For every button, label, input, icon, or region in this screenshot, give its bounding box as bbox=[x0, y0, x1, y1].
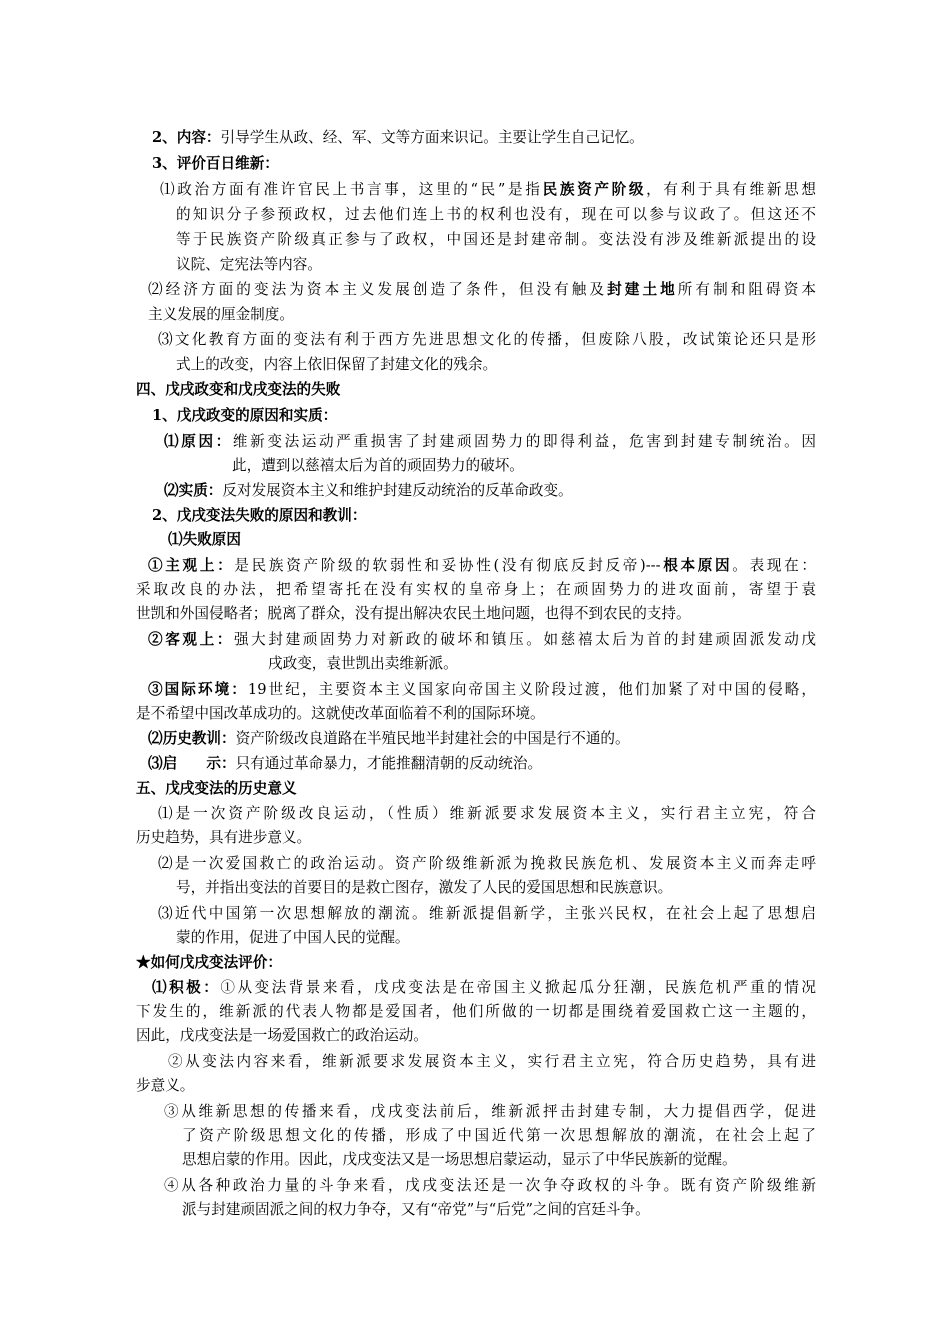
political-line-1: ⑴政治方面有准许官民上书言事，这里的“民”是指民族资产阶级，有利于具有维新思想 bbox=[160, 181, 816, 198]
international-label: ③国际环境： bbox=[148, 681, 248, 698]
bold-feudal-land: 封建土地 bbox=[607, 281, 678, 298]
coup-cause-line-2: 此，遭到以慈禧太后为首的顽固势力的破坏。 bbox=[232, 457, 524, 474]
coup-essence-line: ⑵实质：反对发展资本主义和维护封建反动统治的反革命政变。 bbox=[164, 482, 573, 499]
cultural-line-1: ⑶文化教育方面的变法有利于西方先进思想文化的传播，但废除八股，改试策论还只是形 bbox=[158, 331, 816, 348]
eval-1-line-1: ⑴积极：①从变法背景来看，戊戌变法是在帝国主义掀起瓜分狂潮，民族危机严重的情况 bbox=[152, 979, 816, 996]
eval-1-line-2: 下发生的，维新派的代表人物都是爱国者，他们所做的一切都是围绕着爱国救亡这一主题的， bbox=[136, 1003, 816, 1020]
meaning-2-line-1: ⑵是一次爱国救亡的政治运动。资产阶级维新派为挽救民族危机、发展资本主义而奔走呼 bbox=[158, 855, 816, 872]
lesson-line: ⑵历史教训：资产阶级改良道路在半殖民地半封建社会的中国是行不通的。 bbox=[148, 730, 630, 747]
objective-line-1: ②客观上：强大封建顽固势力对新政的破坏和镇压。如慈禧太后为首的封建顽固派发动戊 bbox=[148, 631, 816, 648]
eval-3-line-3: 思想启蒙的作用。因此，戊戌变法又是一场思想启蒙运动，显示了中华民族新的觉醒。 bbox=[182, 1151, 737, 1168]
section-5-heading: 五、戊戌变法的历史意义 bbox=[136, 780, 297, 797]
eval-4-line-1: ④从各种政治力量的斗争来看，戊戌变法还是一次争夺政权的斗争。既有资产阶级维新 bbox=[164, 1177, 816, 1194]
eval-3-line-1: ③从维新思想的传播来看，戊戌变法前后，维新派抨击封建专制，大力提倡西学，促进 bbox=[164, 1103, 816, 1120]
economic-line-2: 主义发展的厘金制度。 bbox=[148, 306, 294, 323]
positive-label: ⑴积极： bbox=[152, 979, 221, 996]
cultural-line-2: 式上的改变，内容上依旧保留了封建文化的残余。 bbox=[176, 356, 498, 373]
section-4-heading: 四、戊戌政变和戊戌变法的失败 bbox=[136, 381, 341, 398]
bold-national-bourgeoisie: 民族资产阶级 bbox=[542, 181, 647, 198]
lesson-label: ⑵历史教训： bbox=[148, 730, 236, 747]
meaning-3-line-2: 蒙的作用，促进了中国人民的觉醒。 bbox=[176, 929, 410, 946]
objective-line-2: 戌政变，袁世凯出卖维新派。 bbox=[268, 655, 458, 672]
political-line-3: 等于民族资产阶级真正参与了政权，中国还是封建帝制。变法没有涉及维新派提出的设 bbox=[176, 231, 816, 248]
political-line-4: 议院、定宪法等内容。 bbox=[176, 256, 322, 273]
meaning-1-line-1: ⑴是一次资产阶级改良运动，（性质）维新派要求发展资本主义，实行君主立宪，符合 bbox=[158, 805, 816, 822]
international-line-2: 是不希望中国改革成功的。这就使改革面临着不利的国际环境。 bbox=[136, 705, 545, 722]
eval-2-line-2: 步意义。 bbox=[136, 1077, 195, 1094]
content-line bbox=[152, 128, 644, 148]
subjective-line-1: ①主观上：是民族资产阶级的软弱性和妥协性(没有彻底反封反帝)---根本原因。表现在： bbox=[148, 557, 816, 574]
eval-heading: 3、评价百日维新： bbox=[152, 155, 279, 172]
subjective-line-2: 采取改良的办法，把希望寄托在没有实权的皇帝身上；在顽固势力的进攻面前，寄望于袁 bbox=[136, 581, 816, 598]
inspiration-line: ⑶启 示：只有通过革命暴力，才能推翻清朝的反动统治。 bbox=[148, 755, 543, 772]
failure-subheading: 2、戊戌变法失败的原因和教训： bbox=[152, 507, 367, 524]
eval-4-line-2: 派与封建顽固派之间的权力争夺，又有“帝党”与“后党”之间的宫廷斗争。 bbox=[182, 1201, 650, 1218]
eval-3-line-2: 了资产阶级思想文化的传播，形成了中国近代第一次思想解放的潮流，在社会上起了 bbox=[182, 1127, 816, 1144]
eval-1-line-3: 因此，戊戌变法是一场爱国救亡的政治运动。 bbox=[136, 1027, 428, 1044]
meaning-2-line-2: 号，并指出变法的首要目的是救亡图存，激发了人民的爱国思想和民族意识。 bbox=[176, 879, 673, 896]
coup-cause-line-1: ⑴原因：维新变法运动严重损害了封建顽固势力的即得利益，危害到封建专制统治。因 bbox=[164, 433, 816, 450]
bold-root-cause: 根本原因 bbox=[660, 557, 733, 574]
cause-label: ⑴原因： bbox=[164, 433, 233, 450]
failure-reason-heading: ⑴失败原因 bbox=[168, 531, 241, 548]
content-label: 2、内容： bbox=[152, 129, 221, 146]
economic-line-1: ⑵经济方面的变法为资本主义发展创造了条件，但没有触及封建土地所有制和阻碍资本 bbox=[148, 281, 816, 298]
inspiration-label: ⑶启 示： bbox=[148, 755, 236, 772]
international-line-1: ③国际环境：19世纪，主要资本主义国家向帝国主义阶段过渡，他们加紧了对中国的侵略， bbox=[148, 681, 816, 698]
meaning-1-line-2: 历史趋势，具有进步意义。 bbox=[136, 829, 312, 846]
subjective-label: ①主观上： bbox=[148, 557, 235, 574]
content-text: 引导学生从政、经、军、文等方面来识记。主要让学生自己记忆。 bbox=[220, 129, 644, 146]
political-line-2: 的知识分子参预政权，过去他们连上书的权利也没有，现在可以参与议政了。但这还不 bbox=[176, 206, 816, 223]
coup-subheading: 1、戊戌政变的原因和实质： bbox=[152, 407, 338, 424]
evaluation-heading: ★如何戊戌变法评价： bbox=[136, 954, 282, 971]
objective-label: ②客观上： bbox=[148, 631, 234, 648]
subjective-line-3: 世凯和外国侵略者；脱离了群众，没有提出解决农民土地问题，也得不到农民的支持。 bbox=[136, 605, 691, 622]
eval-2-line-1: ②从变法内容来看，维新派要求发展资本主义，实行君主立宪，符合历史趋势，具有进 bbox=[168, 1053, 816, 1070]
essence-label: ⑵实质： bbox=[164, 482, 223, 499]
meaning-3-line-1: ⑶近代中国第一次思想解放的潮流。维新派提倡新学，主张兴民权，在社会上起了思想启 bbox=[158, 905, 816, 922]
